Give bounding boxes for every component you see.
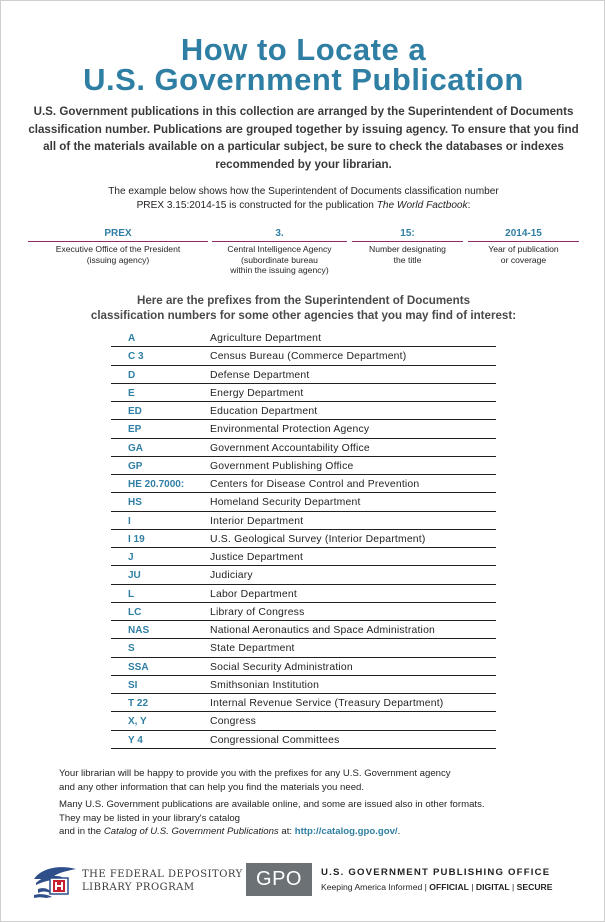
fdlp-logo-block [32,863,243,899]
prefix-code: SSA [128,661,149,673]
prefix-code: GP [128,460,143,472]
agency-name: State Department [210,643,295,655]
table-row [111,621,496,639]
agency-name: U.S. Geological Survey (Interior Department) [210,533,426,545]
prefix-table [111,329,496,749]
agency-name: Labor Department [210,588,297,600]
breakdown-desc-line: within the issuing agency) [230,265,329,275]
prefix-code: E [128,387,135,399]
table-row [111,603,496,621]
agency-name: Defense Department [210,369,310,381]
tagline-secure: SECURE [516,882,553,892]
tagline-separator: | [509,882,517,892]
table-row [111,548,496,566]
online-note-line2: They may be listed in your library's catalog [59,812,240,824]
table-row [111,566,496,584]
prefix-code: I [128,515,131,527]
agency-name: Congressional Committees [210,734,340,746]
table-row [111,475,496,493]
breakdown-desc-line: Year of publication [488,244,559,254]
online-note-line1: Many U.S. Government publications are available online, and some are issued also in other formats. [59,799,485,810]
prefix-code: J [128,552,134,563]
breakdown-description [352,244,463,265]
prefix-heading-line2: classification numbers for some other agencies that you may find of interest: [90,309,517,322]
table-row [111,530,496,548]
breakdown-part-bureau [212,227,347,276]
agency-name: Judiciary [210,570,253,582]
table-row [111,347,496,365]
breakdown-desc-line: or coverage [500,254,547,265]
page-title-line1: How to Locate a [180,32,427,67]
prefix-code: C 3 [128,351,144,363]
table-row [111,694,496,712]
breakdown-rule [352,241,463,242]
breakdown-code: PREX [104,228,132,239]
agency-name: Agriculture Department [210,333,322,344]
librarian-note-line1: Your librarian will be happy to provide you with the prefixes for any U.S. Government agency [59,768,451,779]
agency-name: National Aeronautics and Space Administration [210,625,436,636]
table-row [111,493,496,511]
agency-name: Homeland Security Department [210,497,361,509]
prefix-code: Y 4 [128,734,143,746]
breakdown-description [468,244,579,265]
prefix-heading-line1: Here are the prefixes from the Superintendent of Documents [136,294,471,307]
agency-name: Government Accountability Office [210,442,370,454]
prefix-code: HE 20.7000: [128,479,185,490]
table-row [111,366,496,384]
breakdown-code: 2014-15 [505,228,542,239]
prefix-code: X, Y [128,716,147,728]
breakdown-description [212,244,347,276]
table-row [111,512,496,530]
agency-name: Social Security Administration [210,661,353,673]
prefix-code: LC [128,606,142,618]
tagline-digital: DIGITAL [475,882,510,892]
example-book-title: The World Factbook [376,200,468,211]
table-row [111,457,496,475]
prefix-code: D [128,369,136,381]
example-line2-prefix: PREX 3.15:2014-15 is constructed for the publication [136,200,377,211]
online-note-suffix: . [397,826,401,837]
agency-name: Congress [210,716,257,728]
example-text [41,185,566,213]
breakdown-desc-line: Central Intelligence Agency [227,244,332,254]
classification-breakdown [1,227,605,287]
table-row [111,402,496,420]
prefix-code: NAS [128,625,150,636]
breakdown-code: 3. [275,228,284,239]
agency-name: Justice Department [210,552,304,563]
table-row [111,585,496,603]
intro-paragraph: U.S. Government publications in this collection are arranged by the Superintendent of Documents classification number. Publications are grouped together by issuing agency. To ensure that you find all of the materials available on a particular subject, be sure to check the databases or indexes recommended by your librarian. [28,105,579,171]
prefix-code: ED [128,406,142,417]
prefix-list-heading [31,293,576,323]
breakdown-desc-line: Executive Office of the President [55,244,181,254]
breakdown-part-agency [28,227,208,265]
example-line2 [41,199,566,213]
catalog-title: Catalog of U.S. Government Publications [103,826,279,837]
agency-name: Library of Congress [210,606,305,618]
breakdown-desc-line: Number designating [369,244,446,254]
tagline-separator: | [468,882,476,892]
fdlp-wordmark-line2: LIBRARY PROGRAM [82,882,195,893]
fdlp-wordmark-line1: THE FEDERAL DEPOSITORY [82,869,243,880]
agency-name: Education Department [210,406,318,417]
table-row [111,439,496,457]
agency-name: Government Publishing Office [210,460,354,472]
agency-name: Internal Revenue Service (Treasury Department) [210,698,444,709]
agency-name: Interior Department [210,515,304,527]
breakdown-code: 15: [400,228,415,239]
prefix-code: JU [128,570,141,582]
gpo-name: U.S. GOVERNMENT PUBLISHING OFFICE [321,867,551,878]
online-note-prefix: and in the [59,826,104,837]
prefix-code: I 19 [128,533,145,545]
online-note [59,798,559,839]
breakdown-desc-line: the title [393,254,422,265]
agency-name: Smithsonian Institution [210,679,320,691]
agency-name: Census Bureau (Commerce Department) [210,351,407,363]
librarian-note-line2: and any other information that can help you find the materials you need. [59,782,365,793]
agency-name: Energy Department [210,387,304,399]
online-note-mid: at: [278,826,295,837]
fdlp-eagle-icon [32,863,78,899]
prefix-code: T 22 [128,698,149,709]
table-row [111,420,496,438]
prefix-code: HS [128,497,142,509]
page-title-line2: U.S. Government Publication [83,62,524,97]
tagline-official: OFFICIAL [429,882,469,892]
table-row [111,384,496,402]
fdlp-wordmark [82,868,243,894]
prefix-code: L [128,588,135,600]
breakdown-description [28,244,208,265]
table-row [111,658,496,676]
breakdown-part-year [468,227,579,265]
table-row [111,676,496,694]
online-note-line3 [59,825,559,839]
catalog-link[interactable]: http://catalog.gpo.gov/ [294,826,398,837]
prefix-code: A [128,333,136,344]
table-row [111,731,496,749]
example-line2-suffix: : [467,200,471,211]
breakdown-rule [212,241,347,242]
librarian-note [59,767,559,795]
breakdown-part-title [352,227,463,265]
breakdown-desc-line: (subordinate bureau [241,254,318,265]
gpo-tagline [321,882,553,892]
prefix-code: SI [128,679,138,691]
table-row [111,329,496,347]
table-row [111,712,496,730]
example-line1: The example below shows how the Superintendent of Documents classification number [108,186,499,197]
breakdown-rule [468,241,579,242]
tagline-prefix: Keeping America Informed | [321,882,430,892]
breakdown-desc-line: (issuing agency) [86,254,150,265]
agency-name: Centers for Disease Control and Prevention [210,479,420,490]
table-row [111,639,496,657]
breakdown-rule [28,241,208,242]
prefix-code: GA [128,442,143,454]
gpo-logo: GPO [246,863,312,896]
prefix-code: S [128,643,135,655]
agency-name: Environmental Protection Agency [210,424,370,436]
prefix-code: EP [128,424,142,436]
